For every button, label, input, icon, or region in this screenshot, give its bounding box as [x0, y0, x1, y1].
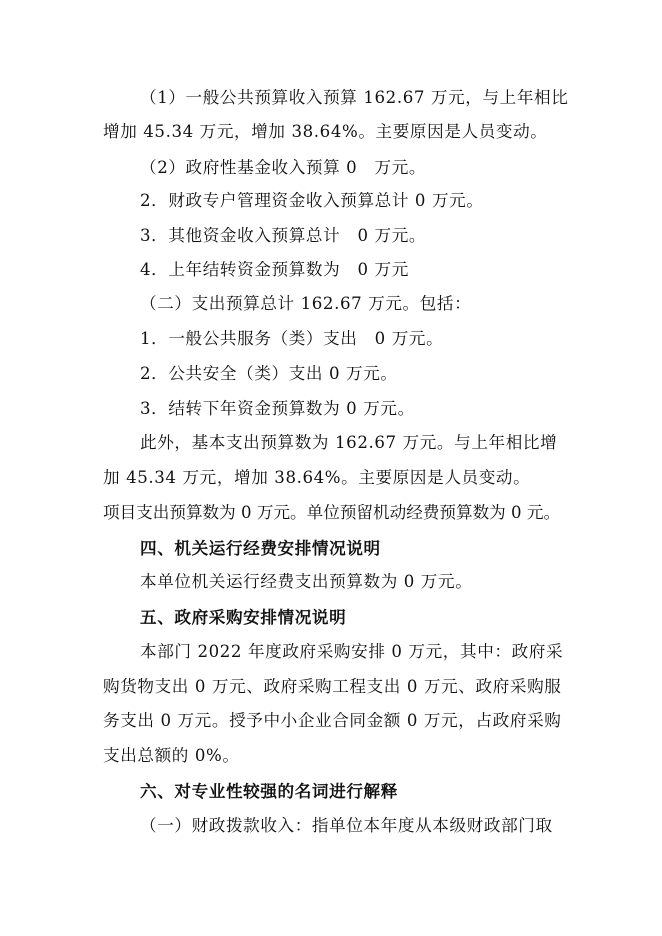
section-heading-4: 四、机关运行经费安排情况说明	[140, 538, 381, 558]
text-line-19: 务支出 0 万元。授予中小企业合同金额 0 万元，占政府采购	[103, 711, 562, 730]
text-line-7: （二）支出预算总计 162.67 万元。包括：	[140, 294, 472, 313]
text-line-1: （1）一般公共预算收入预算 162.67 万元，与上年相比	[140, 88, 569, 107]
text-line-6: 4．上年结转资金预算数为 0 万元	[140, 260, 409, 279]
text-line-15: 本单位机关运行经费支出预算数为 0 万元。	[140, 572, 473, 591]
text-line-11: 此外，基本支出预算数为 162.67 万元。与上年相比增	[140, 433, 558, 452]
text-line-20: 支出总额的 0%。	[103, 746, 240, 765]
text-line-8: 1．一般公共服务（类）支出 0 万元。	[140, 329, 444, 348]
text-line-22: （一）财政拨款收入：指单位本年度从本级财政部门取	[140, 816, 553, 835]
text-line-5: 3．其他资金收入预算总计 0 万元。	[140, 226, 427, 245]
section-heading-6: 六、对专业性较强的名词进行解释	[140, 781, 398, 801]
text-line-4: 2．财政专户管理资金收入预算总计 0 万元。	[140, 191, 484, 210]
text-line-2: 增加 45.34 万元，增加 38.64%。主要原因是人员变动。	[103, 122, 548, 141]
text-line-17: 本部门 2022 年度政府采购安排 0 万元，其中：政府采	[140, 642, 564, 661]
text-line-18: 购货物支出 0 万元、政府采购工程支出 0 万元、政府采购服	[103, 677, 562, 696]
text-line-9: 2．公共安全（类）支出 0 万元。	[140, 364, 398, 383]
section-heading-5: 五、政府采购安排情况说明	[140, 607, 347, 627]
text-line-3: （2）政府性基金收入预算 0 万元。	[140, 158, 427, 177]
text-line-13: 项目支出预算数为 0 万元。单位预留机动经费预算数为 0 元。	[103, 503, 561, 522]
text-line-12: 加 45.34 万元，增加 38.64%。主要原因是人员变动。	[103, 468, 531, 487]
text-line-10: 3．结转下年资金预算数为 0 万元。	[140, 399, 415, 418]
